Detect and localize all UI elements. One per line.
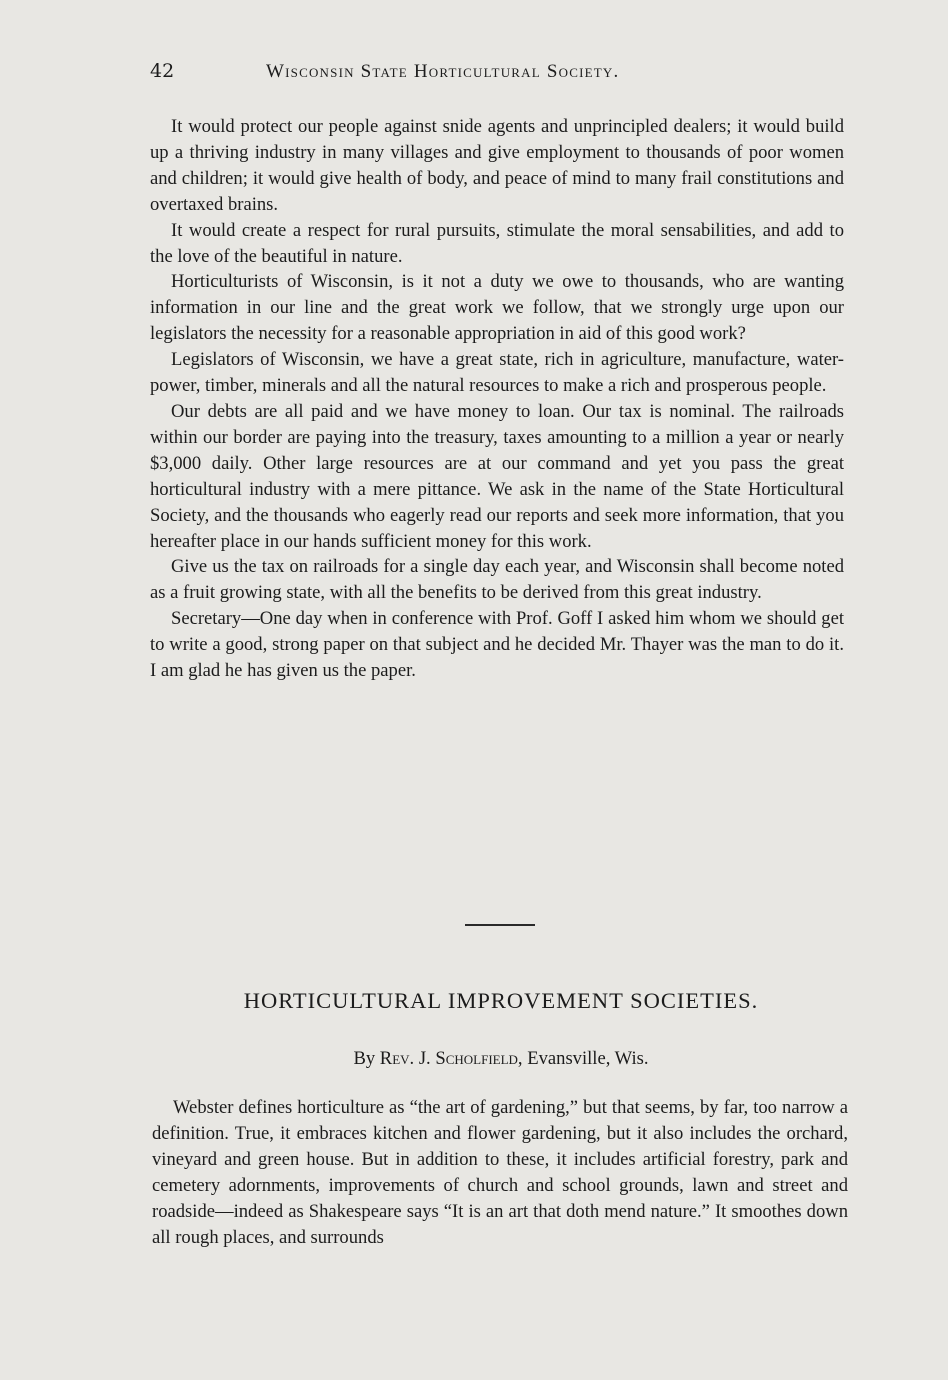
paragraph: Give us the tax on railroads for a single day each year, and Wisconsin shall become noted as a fruit growing state, with all the benefits to be derived from this great industry.	[150, 556, 844, 604]
byline-prefix: By	[353, 1048, 376, 1069]
running-header	[150, 60, 850, 88]
byline	[150, 1048, 852, 1070]
page-number: 42	[150, 60, 175, 82]
section-title: HORTICULTURAL IMPROVEMENT SOCIETIES.	[243, 988, 759, 1013]
article-continued-body	[150, 114, 844, 684]
running-title: Wisconsin State Horticultural Society.	[266, 61, 620, 82]
paragraph: Our debts are all paid and we have money to loan. Our tax is nominal. The railroads within our border are paying into the treasury, taxes amounting to a million a year or nearly $3,000 daily. Other large resources are at our command and yet you pass the great horticultural industry with a mere pittance. We ask in the name of the State Horticultural Society, and the thousands who eagerly read our reports and seek more information, that you hereafter place in our hands sufficient money for this work.	[150, 400, 844, 552]
paragraph: Secretary—One day when in conference with Prof. Goff I asked him whom we should get to write a good, strong paper on that subject and he decided Mr. Thayer was the man to do it. I am glad he has given us the paper.	[150, 608, 844, 682]
paragraph: Horticulturists of Wisconsin, is it not a duty we owe to thousands, who are wanting information in our line and the great work we follow, that we strongly urge upon our legislators the necessity for a reasonable appropriation in aid of this good work?	[150, 271, 844, 345]
author-name: Rev. J. Scholfield,	[379, 1048, 523, 1069]
paragraph: It would protect our people against snide agents and unprincipled dealers; it would build up a thriving industry in many villages and give employment to thousands of poor women and children; it would give health of body, and peace of mind to many frail constitutions and overtaxed brains.	[150, 116, 844, 215]
section-divider	[465, 924, 535, 926]
paragraph: Legislators of Wisconsin, we have a great state, rich in agriculture, manufacture, water-power, timber, minerals and all the natural resources to make a rich and prosperous people.	[150, 349, 844, 397]
new-article-body	[152, 1095, 848, 1251]
paragraph: It would create a respect for rural pursuits, stimulate the moral sensabilities, and add to the love of the beautiful in nature.	[150, 219, 844, 267]
paragraph: Webster defines horticulture as “the art of gardening,” but that seems, by far, too narrow a definition. True, it embraces kitchen and flower gardening, but it also includes the orchard, vineyard and green house. But in addition to these, it includes artificial forestry, park and cemetery adornments, improvements of church and school grounds, lawn and street and roadside—indeed as Shakespeare says “It is an art that doth mend nature.” It smoothes down all rough places, and surrounds	[152, 1097, 848, 1248]
author-location: Evansville, Wis.	[527, 1048, 649, 1069]
